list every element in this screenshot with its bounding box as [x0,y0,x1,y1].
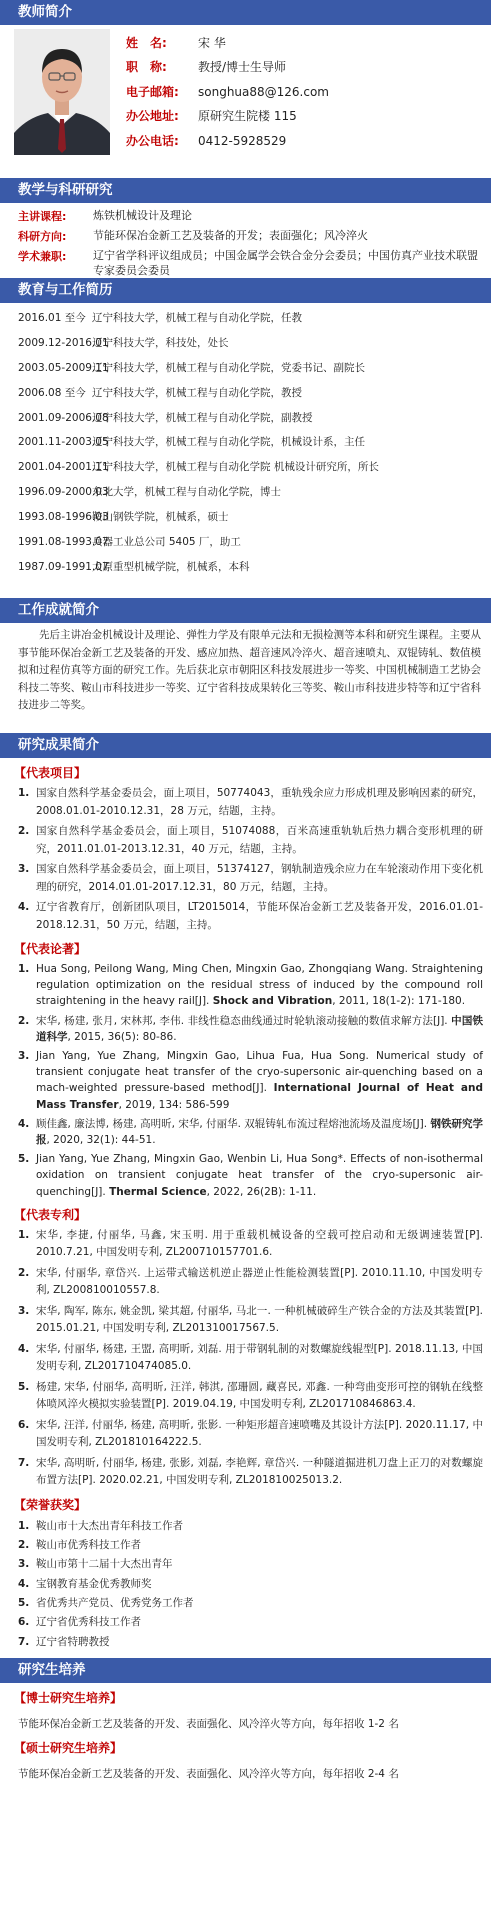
info-value: 教授/博士生导师 [198,60,287,75]
paper-journal: 钢铁研究学报 [36,1117,484,1147]
paper-citation: Hua Song, Peilong Wang, Ming Chen, Mingxin Gao, Zhongqiang Wang. Straightening regulation optimization on the residual stress of induced by the compound roll straightening in the heavy rail[J]. [36,963,483,1008]
honor-text: 宝钢教育基金优秀教师奖 [36,1577,152,1590]
phd-head: 【博士研究生培养】 [14,1690,123,1705]
education-text: 辽宁科技大学，机械工程与自动化学院，教授 [92,386,302,399]
info-email-value[interactable]: songhua88@126.com [198,84,329,99]
education-date: 1991.08-1993.07 [18,536,109,549]
project-item: 2. 国家自然科学基金委员会，面上项目，51074088，百米高速重轨轨后热力耦合变形机理的研究，2011.01.01-2013.12.31，40 万元，结题，主持。 [18,823,483,858]
achievements-text: 先后主讲冶金机械设计及理论、弹性力学及有限单元法和无损检测等本科和研究生课程。主要从事节能环保冶金新工艺及装备的开发、感应加热、超音速风冷淬火、超音速喷丸、双锟铸轧、数值模拟和过程仿真等方面的研究工作。先后获北京市朝阳区科技发展进步一等奖、中国机械制造工艺协会科技二等奖、鞍山市科技进步一等奖、辽宁省科技成果转化三等奖、鞍山市科技进步特等和辽宁省科技进步二等奖。 [18,629,481,712]
section-header-teaching: 教学与科研研究 [0,178,491,203]
info-value: 宋 华 [198,36,226,50]
paper-journal: Thermal Science [109,1185,207,1198]
education-text: 兵器工业总公司 5405 厂，助工 [92,536,241,549]
honor-item: 3. 鞍山市第十二届十大杰出青年 [18,1555,483,1574]
honors-list [0,1517,491,1652]
paper-volume: , 2019, 134: 586-599 [118,1098,230,1111]
info-label: 办公地址: [126,109,179,124]
education-item [18,356,491,381]
patent-item: 2. 宋华, 付丽华, 章岱兴. 上运带式输送机逆止器逆止性能检测装置[P]. 2010.11.10, 中国发明专利, ZL200810010557.8. [18,1265,483,1300]
education-text: 辽宁科技大学，机械工程与自动化学院 机械设计研究所，所长 [92,461,379,474]
patent-text: 宋华, 李捷, 付丽华, 马鑫, 宋玉明. 用于重载机械设备的空载可控启动和无级调速装置[P]. 2010.7.21, 中国发明专利, ZL200710157701.6. [36,1228,483,1259]
honor-text: 鞍山市优秀科技工作者 [36,1539,141,1552]
teaching-course-row [0,208,491,224]
paper-item: 2. 宋华, 杨建, 张月, 宋林邦, 李伟. 非线性稳态曲线通过时轮轨滚动接触的数值求解方法[J]. 中国铁道科学, 2015, 36(5): 80-86. [18,1014,483,1043]
honor-text: 鞍山市第十二届十大杰出青年 [36,1558,173,1571]
info-name-row [126,31,329,55]
education-text: 辽宁科技大学，科技处，处长 [92,336,229,349]
education-text: 辽宁科技大学，机械工程与自动化学院，任教 [92,312,302,324]
education-item [18,555,491,580]
info-address-row [126,104,329,128]
education-date: 2016.01 至今 [18,312,86,324]
patent-text: 宋华, 付丽华, 杨建, 王盟, 高明昕, 刘磊. 用于带钢轧制的对数螺旋线辊型[P]. 2018.11.13, 中国发明专利, ZL201710474085.0. [36,1342,483,1373]
paper-journal: Shock and Vibration [212,995,333,1008]
teaching-value: 炼铁机械设计及理论 [93,209,192,222]
honor-item: 5. 省优秀共产党员、优秀党务工作者 [18,1594,483,1613]
projects-list [0,785,491,934]
patent-item: 7. 宋华, 高明昕, 付丽华, 杨建, 张影, 刘磊, 李艳辉, 章岱兴. 一种隧道掘进机刀盘上正刀的对数螺旋布置方法[P]. 2020.02.21, 中国发明专利, ZL201810025013.2. [18,1455,483,1490]
info-value: 原研究生院楼 115 [198,109,297,124]
info-phone-row [126,129,329,153]
education-date: 1987.09-1991.07 [18,560,109,573]
patent-text: 宋华, 付丽华, 章岱兴. 上运带式输送机逆止器逆止性能检测装置[P]. 2010.11.10, 中国发明专利, ZL200810010557.8. [36,1266,483,1297]
portrait-photo [14,29,110,155]
teaching-label: 主讲课程: [18,210,67,223]
teaching-label: 学术兼职: [18,250,67,263]
section-header-intro: 教师简介 [0,0,491,25]
teaching-direction-row [0,228,491,244]
info-label: 职 称: [126,60,167,75]
education-item [18,306,491,331]
info-label: 办公电话: [126,133,179,148]
phd-text: 节能环保冶金新工艺及装备的开发、表面强化、风冷淬火等方向，每年招收 1-2 名 [18,1717,399,1730]
education-item [18,505,491,530]
honor-text: 辽宁省特聘教授 [36,1635,110,1648]
education-item [18,381,491,406]
education-text: 辽宁科技大学，机械工程与自动化学院，党委书记、副院长 [92,361,365,374]
project-item: 1. 国家自然科学基金委员会，面上项目，50774043，重轨残余应力形成机理及影响因素的研究，2008.01.01-2010.12.31，28 万元，结题，主持。 [18,785,483,820]
teaching-duty-row [0,248,491,278]
education-date: 1993.08-1996.03 [18,511,109,524]
education-date: 2003.05-2009.11 [18,361,109,374]
honor-item: 6. 辽宁省优秀科技工作者 [18,1613,483,1632]
education-date: 2006.08 至今 [18,386,86,399]
paper-journal: 中国铁道科学 [36,1014,483,1043]
education-date: 2001.04-2001.11 [18,461,109,474]
patent-text: 杨建, 宋华, 付丽华, 高明昕, 汪洋, 韩淇, 邵珊圆, 藏喜民, 邓鑫. 一种弯曲变形可控的钢轨在线整体喷风淬火模拟实验装置[P]. 2019.04.19, 中国发明专利, ZL201710846863.4. [36,1380,483,1411]
education-item [18,430,491,455]
teaching-label: 科研方向: [18,230,67,243]
honor-item: 2. 鞍山市优秀科技工作者 [18,1536,483,1555]
project-text: 国家自然科学基金委员会，面上项目，51074088，百米高速重轨轨后热力耦合变形机理的研究，2011.01.01-2013.12.31，40 万元，结题，主持。 [36,825,483,855]
paper-item: 1. Hua Song, Peilong Wang, Ming Chen, Mingxin Gao, Zhongqiang Wang. Straightening regulation optimization on the residual stress of induced by the compound roll straightening in the heavy rail[J]. Shock and Vibration, 2011, 18(1-2): 171-180. [18,963,483,1008]
patent-item: 6. 宋华, 汪洋, 付丽华, 杨建, 高明昕, 张影. 一种矩形超音速喷嘴及其设计方法[P]. 2020.11.17, 中国发明专利, ZL201810164222.5. [18,1417,483,1452]
section-header-education: 教育与工作简历 [0,278,491,303]
patent-text: 宋华, 汪洋, 付丽华, 杨建, 高明昕, 张影. 一种矩形超音速喷嘴及其设计方法[P]. 2020.11.17, 中国发明专利, ZL201810164222.5. [36,1418,483,1449]
paper-item: 5. Jian Yang, Yue Zhang, Mingxin Gao, Wenbin Li, Hua Song*. Effects of non-isothermal oxidation on transient conjugate heat transfer of the cryo-supersonic air-quenching[J]. Thermal Science, 2022, 26(2B): 1-11. [18,1153,483,1198]
projects-head: 【代表项目】 [14,766,87,780]
honor-item: 7. 辽宁省特聘教授 [18,1633,483,1652]
paper-volume: , 2020, 32(1): 44-51. [46,1134,156,1147]
education-item [18,331,491,356]
honor-item: 4. 宝钢教育基金优秀教师奖 [18,1575,483,1594]
education-text: 辽宁科技大学，机械工程与自动化学院，机械设计系，主任 [92,436,365,449]
paper-citation: Jian Yang, Yue Zhang, Mingxin Gao, Wenbin Li, Hua Song*. Effects of non-isothermal oxidation on transient conjugate heat transfer of the cryo-supersonic air-quenching[J]. [36,1153,483,1198]
paper-volume: , 2015, 36(5): 80-86. [67,1030,177,1043]
master-text: 节能环保冶金新工艺及装备的开发、表面强化、风冷淬火等方向，每年招收 2-4 名 [18,1767,399,1780]
education-list [0,303,491,598]
teaching-block [0,203,491,278]
education-date: 2001.09-2006.08 [18,411,109,424]
education-date: 2009.12-2016.01 [18,336,109,349]
honor-item: 1. 鞍山市十大杰出青年科技工作者 [18,1517,483,1536]
profile-block [0,25,491,178]
paper-item: 4. 顾佳鑫, 廉法博, 杨建, 高明昕, 宋华, 付丽华. 双辊铸轧布流过程熔池流场及温度场[J]. 钢铁研究学报, 2020, 32(1): 44-51. [18,1117,484,1147]
patent-item: 3. 宋华, 陶军, 陈东, 姚金凯, 梁其超, 付丽华, 马北一. 一种机械破碎生产铁合金的方法及其装置[P]. 2015.01.21, 中国发明专利, ZL201310017567.5. [18,1303,483,1338]
paper-citation: 顾佳鑫, 廉法博, 杨建, 高明昕, 宋华, 付丽华. 双辊铸轧布流过程熔池流场及温度场[J]. [36,1117,431,1130]
teaching-value: 辽宁省学科评议组成员；中国金属学会铁合金分会委员；中国仿真产业技术联盟专家委员会委员 [93,249,478,277]
education-date: 1996.09-2000.03 [18,486,109,499]
honors-head: 【荣誉获奖】 [14,1497,87,1512]
honor-text: 辽宁省优秀科技工作者 [36,1616,141,1629]
education-item [18,406,491,431]
honor-text: 省优秀共产党员、优秀党务工作者 [36,1597,194,1610]
education-text: 鞍山钢铁学院，机械系，硕士 [92,511,229,524]
education-item [18,480,491,505]
paper-citation: Jian Yang, Yue Zhang, Mingxin Gao, Lihua Fua, Hua Song. Numerical study of transient conjugate heat transfer of the cryo-supersonic air-quenching based on a mach-weighted pressure-based method[J]. [36,1050,483,1095]
patents-head: 【代表专利】 [14,1207,87,1222]
teaching-value: 节能环保冶金新工艺及装备的开发；表面强化；风冷淬火 [93,229,368,242]
section-header-research: 研究成果简介 [0,733,491,758]
paper-volume: , 2011, 18(1-2): 171-180. [332,995,466,1008]
master-head: 【硕士研究生培养】 [14,1740,123,1755]
education-text: 太原重型机械学院，机械系，本科 [92,560,250,573]
info-value: 0412-5928529 [198,133,287,148]
patent-text: 宋华, 陶军, 陈东, 姚金凯, 梁其超, 付丽华, 马北一. 一种机械破碎生产铁合金的方法及其装置[P]. 2015.01.21, 中国发明专利, ZL201310017567.5. [36,1304,483,1335]
paper-citation: 宋华, 杨建, 张月, 宋林邦, 李伟. 非线性稳态曲线通过时轮轨滚动接触的数值求解方法[J]. [36,1014,452,1027]
education-text: 辽宁科技大学，机械工程与自动化学院，副教授 [92,411,313,424]
education-text: 东北大学，机械工程与自动化学院，博士 [92,486,281,499]
papers-list [0,961,491,1200]
project-text: 国家自然科学基金委员会，面上项目，50774043，重轨残余应力形成机理及影响因素的研究，2008.01.01-2010.12.31，28 万元，结题，主持。 [36,787,483,817]
education-date: 2001.11-2003.05 [18,436,109,449]
patent-item: 5. 杨建, 宋华, 付丽华, 高明昕, 汪洋, 韩淇, 邵珊圆, 藏喜民, 邓鑫. 一种弯曲变形可控的钢轨在线整体喷风淬火模拟实验装置[P]. 2019.04.19, 中国发明专利, ZL201710846863.4. [18,1379,483,1414]
paper-journal: International Journal of Heat and Mass Transfer [36,1082,483,1111]
patent-item: 4. 宋华, 付丽华, 杨建, 王盟, 高明昕, 刘磊. 用于带钢轧制的对数螺旋线辊型[P]. 2018.11.13, 中国发明专利, ZL201710474085.0. [18,1341,483,1376]
honor-text: 鞍山市十大杰出青年科技工作者 [36,1519,183,1532]
patent-item: 1. 宋华, 李捷, 付丽华, 马鑫, 宋玉明. 用于重载机械设备的空载可控启动和无级调速装置[P]. 2010.7.21, 中国发明专利, ZL200710157701.6. [18,1227,483,1262]
project-text: 国家自然科学基金委员会，面上项目，51374127，钢轨制造残余应力在车轮滚动作用下变化机理的研究，2014.01.01-2017.12.31，80 万元，结题，主持。 [36,863,483,893]
section-header-graduate: 研究生培养 [0,1658,491,1683]
education-item [18,530,491,555]
education-item [18,455,491,480]
section-header-achievements: 工作成就简介 [0,598,491,623]
info-email-row [126,80,329,104]
project-item: 3. 国家自然科学基金委员会，面上项目，51374127，钢轨制造残余应力在车轮滚动作用下变化机理的研究，2014.01.01-2017.12.31，80 万元，结题，主持。 [18,861,483,896]
project-item: 4. 辽宁省教育厅，创新团队项目，LT2015014，节能环保冶金新工艺及装备开发，2016.01.01-2018.12.31，50 万元，结题，主持。 [18,899,483,934]
info-title-row [126,55,329,79]
patents-list [0,1227,491,1490]
patent-text: 宋华, 高明昕, 付丽华, 杨建, 张影, 刘磊, 李艳辉, 章岱兴. 一种隧道掘进机刀盘上正刀的对数螺旋布置方法[P]. 2020.02.21, 中国发明专利, ZL201810025013.2. [36,1456,483,1487]
project-text: 辽宁省教育厅，创新团队项目，LT2015014，节能环保冶金新工艺及装备开发，2016.01.01-2018.12.31，50 万元，结题，主持。 [36,901,483,931]
paper-item: 3. Jian Yang, Yue Zhang, Mingxin Gao, Lihua Fua, Hua Song. Numerical study of transient conjugate heat transfer of the cryo-supersonic air-quenching based on a mach-weighted pressure-based method[J]. International Journal of Heat and Mass Transfer, 2019, 134: 586-599 [18,1050,483,1111]
paper-volume: , 2022, 26(2B): 1-11. [206,1185,317,1198]
info-label: 姓 名: [126,36,167,50]
info-label: 电子邮箱: [126,84,179,99]
papers-head: 【代表论著】 [14,942,87,956]
